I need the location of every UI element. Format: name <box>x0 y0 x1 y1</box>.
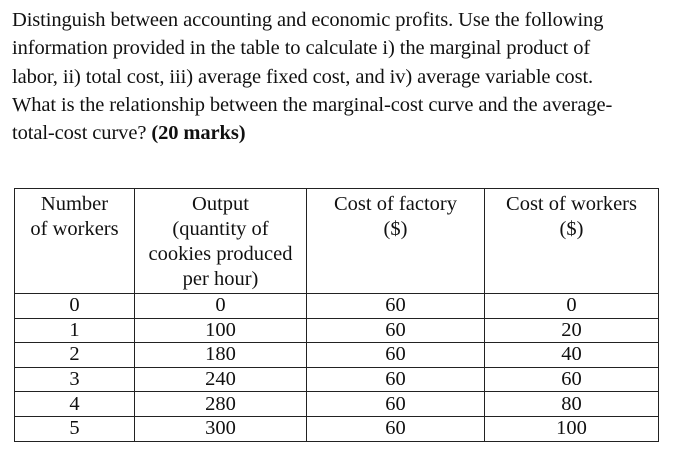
header-cost-of-factory: Cost of factory ($) <box>307 189 485 294</box>
cell-worker-cost: 0 <box>485 294 659 319</box>
cell-factory-cost: 60 <box>307 343 485 368</box>
cell-factory-cost: 60 <box>307 367 485 392</box>
cell-workers: 2 <box>15 343 135 368</box>
cell-worker-cost: 60 <box>485 367 659 392</box>
question-line: information provided in the table to calculate i) the marginal product of <box>12 37 591 60</box>
cell-workers: 5 <box>15 416 135 441</box>
cell-workers: 3 <box>15 367 135 392</box>
cell-output: 280 <box>135 392 307 417</box>
cell-output: 180 <box>135 343 307 368</box>
question-line-last <box>12 119 692 147</box>
header-number-of-workers: Number of workers <box>15 189 135 294</box>
cell-output: 300 <box>135 416 307 441</box>
table-row <box>15 343 659 368</box>
cell-workers: 1 <box>15 318 135 343</box>
table-row <box>15 294 659 319</box>
cost-table <box>14 188 659 442</box>
table-header-row <box>15 189 659 294</box>
cell-workers: 4 <box>15 392 135 417</box>
table-row <box>15 367 659 392</box>
question-text <box>12 6 692 147</box>
cell-factory-cost: 60 <box>307 318 485 343</box>
cell-worker-cost: 20 <box>485 318 659 343</box>
cell-worker-cost: 80 <box>485 392 659 417</box>
header-cost-of-workers: Cost of workers ($) <box>485 189 659 294</box>
marks-label: (20 marks) <box>151 122 246 145</box>
cell-factory-cost: 60 <box>307 416 485 441</box>
question-line: What is the relationship between the marginal-cost curve and the average- <box>12 93 613 116</box>
table-row <box>15 392 659 417</box>
header-output: Output (quantity of cookies produced per hour) <box>135 189 307 294</box>
table-row <box>15 416 659 441</box>
question-line: Distinguish between accounting and economic profits. Use the following <box>12 9 604 31</box>
cell-output: 100 <box>135 318 307 343</box>
cell-worker-cost: 40 <box>485 343 659 368</box>
cell-factory-cost: 60 <box>307 294 485 319</box>
cell-worker-cost: 100 <box>485 416 659 441</box>
question-line: total-cost curve? <box>12 122 152 145</box>
question-line: labor, ii) total cost, iii) average fixed cost, and iv) average variable cost. <box>12 65 594 88</box>
cell-factory-cost: 60 <box>307 392 485 417</box>
cell-output: 0 <box>135 294 307 319</box>
table-row <box>15 318 659 343</box>
cell-workers: 0 <box>15 294 135 319</box>
cell-output: 240 <box>135 367 307 392</box>
